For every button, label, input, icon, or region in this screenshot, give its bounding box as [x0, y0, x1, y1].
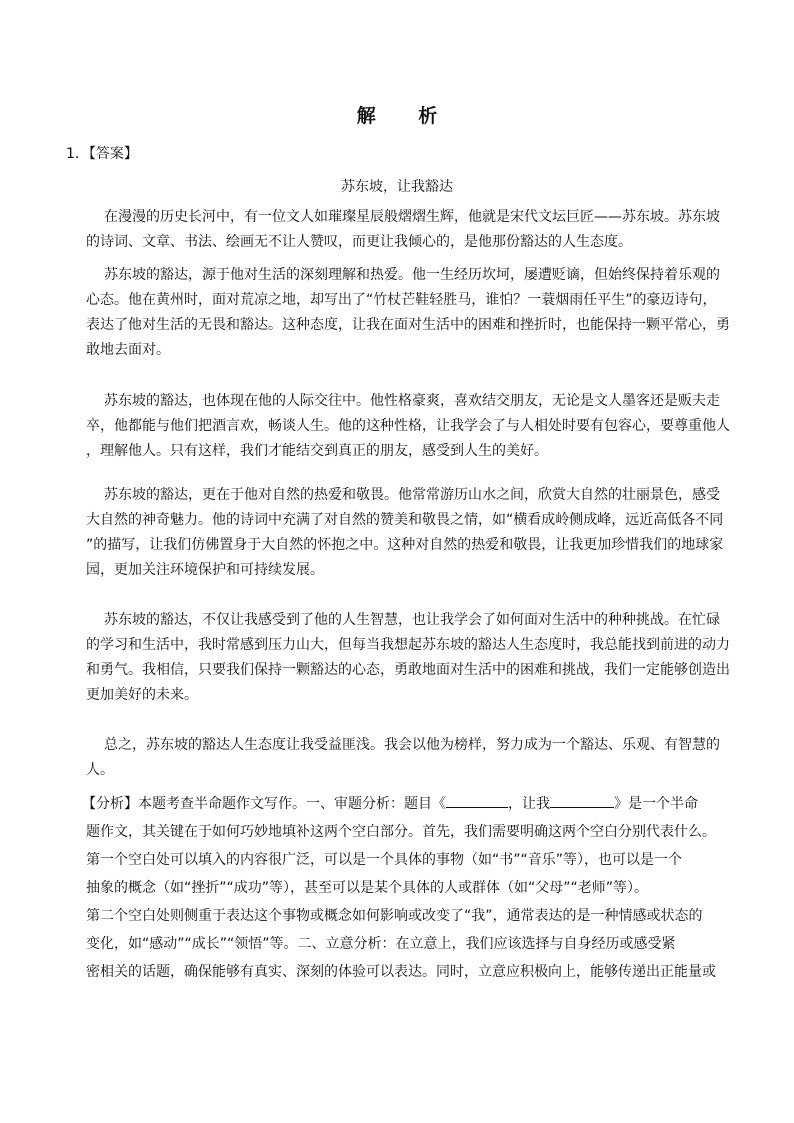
essay-paragraph-2 [86, 263, 730, 363]
blank-underline [550, 795, 614, 808]
essay-line: 更加美好的未来。 [86, 687, 198, 703]
analysis-line [82, 790, 726, 818]
essay-line: 园，更加关注环境保护和可持续发展。 [86, 562, 324, 578]
analysis-intro-end: 》是一个半命 [614, 796, 698, 812]
essay-paragraph-5 [86, 608, 730, 708]
analysis-line: 密相关的话题，确保能够有真实、深刻的体验可以表达。同时，立意应积极向上，能够传递出正能量或 [86, 964, 716, 980]
essay-paragraph-4 [86, 483, 726, 583]
essay-line: ，理解他人。只有这样，我们才能结交到真正的朋友，感受到人生的美好。 [86, 443, 548, 459]
essay-line: 的诗词、文章、书法、绘画无不让人赞叹，而更让我倾心的，是他那份豁达的人生态度。 [86, 234, 632, 250]
analysis-line: 抽象的概念（如“挫折”“成功”等），甚至可以是某个具体的人或群体（如“父母”“老师”等）。 [86, 880, 649, 896]
page-title: 解 析 [356, 105, 456, 127]
essay-line: 和勇气。我相信，只要我们保持一颗豁达的心态，勇敢地面对生活中的困难和挑战，我们一定能够创造出 [86, 662, 730, 678]
essay-title: 苏东坡，让我豁达 [341, 179, 453, 195]
essay-line: 苏东坡的豁达，源于他对生活的深刻理解和热爱。他一生经历坎坷，屡遭贬谪，但始终保持着乐观的 [104, 267, 720, 283]
analysis-intro-text: 【分析】本题考查半命题作文写作。一、审题分析：题目《 [82, 796, 446, 812]
blank-underline [446, 795, 508, 808]
essay-line: 苏东坡的豁达，更在于他对自然的热爱和敬畏。他常常游历山水之间，欣赏大自然的壮丽景色，感受 [104, 487, 720, 503]
question-number: 1．【答案】 [66, 146, 138, 162]
essay-line: 的学习和生活中，我时常感到压力山大，但每当我想起苏东坡的豁达人生态度时，我总能找到前进的动力 [86, 637, 730, 653]
essay-paragraph-6 [86, 733, 726, 783]
essay-line: 总之，苏东坡的豁达人生态度让我受益匪浅。我会以他为榜样，努力成为一个豁达、乐观、有智慧的 [104, 737, 720, 753]
essay-line: ”的描写，让我们仿佛置身于大自然的怀抱之中。这种对自然的热爱和敬畏，让我更加珍惜我们的地球家 [86, 537, 724, 553]
analysis-line: 第二个空白处则侧重于表达这个事物或概念如何影响或改变了“我”，通常表达的是一种情感或状态的 [86, 908, 703, 924]
essay-line: 卒，他都能与他们把酒言欢，畅谈人生。他的这种性格，让我学会了与人相处时要有包容心，要尊重他人 [86, 418, 730, 434]
essay-paragraph-3 [86, 389, 730, 464]
essay-line: 敢地去面对。 [86, 342, 170, 358]
essay-line: 心态。他在黄州时，面对荒凉之地，却写出了“竹杖芒鞋轻胜马，谁怕？一蓑烟雨任平生”的豪迈诗句， [86, 292, 717, 308]
essay-line: 在漫漫的历史长河中，有一位文人如璀璨星辰般熠熠生辉，他就是宋代文坛巨匠——苏东坡。苏东坡 [104, 209, 720, 225]
analysis-line: 第一个空白处可以填入的内容很广泛，可以是一个具体的事物（如“书”“音乐”等），也可以是一个 [86, 852, 683, 868]
analysis-intro-mid: ，让我 [508, 796, 550, 812]
essay-line: 苏东坡的豁达，也体现在他的人际交往中。他性格豪爽，喜欢结交朋友，无论是文人墨客还是贩夫走 [104, 393, 720, 409]
essay-paragraph-1 [86, 205, 726, 255]
essay-line: 人。 [86, 762, 114, 778]
analysis-section [82, 790, 726, 986]
essay-line: 苏东坡的豁达，不仅让我感受到了他的人生智慧，也让我学会了如何面对生活中的种种挑战。在忙碌 [104, 612, 720, 628]
essay-line: 表达了他对生活的无畏和豁达。这种态度，让我在面对生活中的困难和挫折时，也能保持一颗平常心，勇 [86, 317, 730, 333]
essay-line: 大自然的神奇魅力。他的诗词中充满了对自然的赞美和敬畏之情，如“横看成岭侧成峰，远近高低各不同 [86, 512, 724, 528]
analysis-line: 变化，如“感动”“成长”“领悟”等。二、立意分析：在立意上，我们应该选择与自身经历或感受紧 [86, 936, 676, 952]
analysis-line: 题作文，其关键在于如何巧妙地填补这两个空白部分。首先，我们需要明确这两个空白分别代表什么。 [86, 824, 716, 840]
